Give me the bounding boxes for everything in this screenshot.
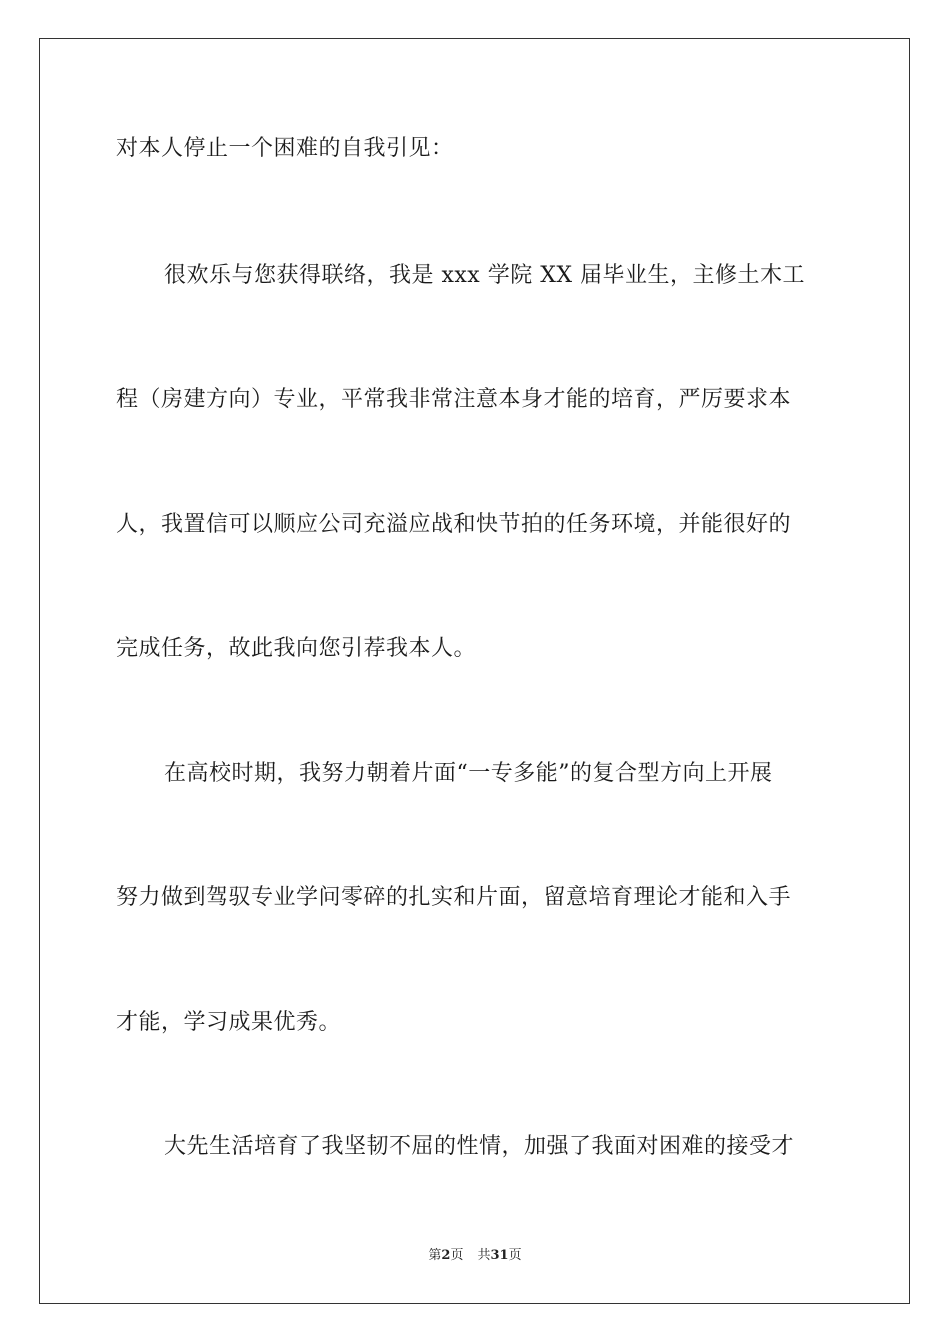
text-line: 在高校时期，我努力朝着片面“一专多能”的复合型方向上开展 [164,761,773,786]
total-suffix: 页 [508,1248,522,1263]
text-line: 程（房建方向）专业，平常我非常注意本身才能的培育，严厉要求本 [116,387,792,412]
total-pages: 31 [490,1248,509,1263]
page-footer [0,1247,950,1265]
text-line: 对本人停止一个困难的自我引见： [116,136,454,161]
page-prefix: 第 [428,1248,442,1263]
total-prefix: 共 [477,1248,491,1263]
text-line: 大先生活培育了我坚韧不屈的性情，加强了我面对困难的接受才 [164,1134,795,1159]
page-number: 2 [441,1248,451,1263]
text-line: 很欢乐与您获得联络，我是 xxx 学院 XX 届毕业生，主修土木工 [164,263,806,288]
text-line: 完成任务，故此我向您引荐我本人。 [116,636,477,661]
text-line: 人，我置信可以顺应公司充溢应战和快节拍的任务环境，并能很好的 [116,512,792,537]
page-border [39,38,910,1304]
page-suffix: 页 [450,1248,464,1263]
text-line: 努力做到驾驭专业学问零碎的扎实和片面，留意培育理论才能和入手 [116,885,792,910]
text-line: 才能，学习成果优秀。 [116,1010,342,1035]
